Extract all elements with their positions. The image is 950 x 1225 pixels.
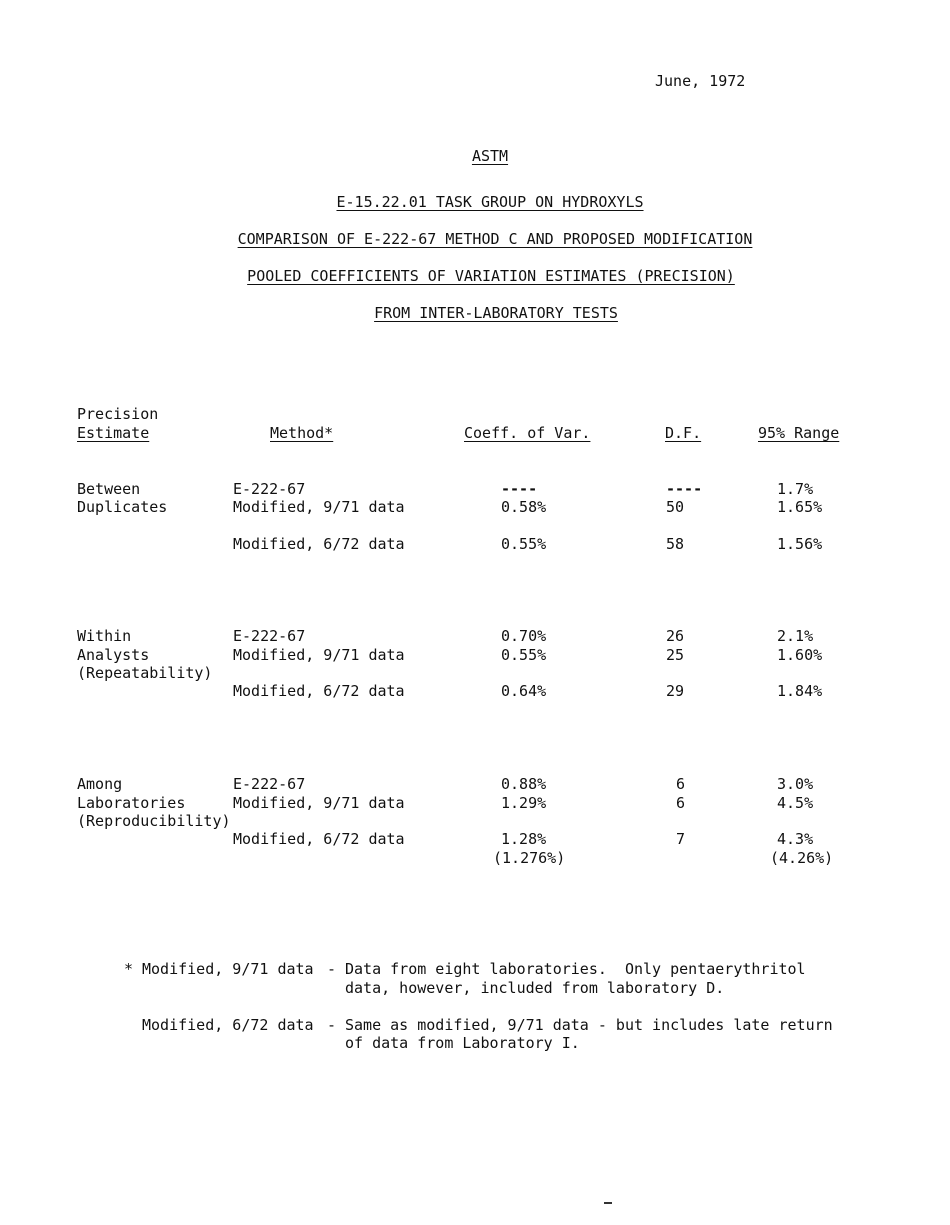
method-cell: E-222-67: [233, 775, 306, 793]
method-cell: Modified, 9/71 data: [233, 498, 405, 516]
df-cell: 29: [666, 682, 685, 700]
df-cell: 6: [676, 775, 686, 793]
group-label-line: Between: [77, 480, 141, 498]
range-cell: 1.84%: [777, 682, 823, 700]
footnote-marker: *: [124, 960, 134, 978]
range-cell: 2.1%: [777, 627, 814, 645]
method-cell: Modified, 6/72 data: [233, 682, 405, 700]
footnote-text: of data from Laboratory I.: [345, 1034, 580, 1052]
footnote-dash: -: [327, 960, 337, 978]
header-coeff: Coeff. of Var.: [464, 424, 591, 442]
scan-mark: [604, 1202, 612, 1204]
method-cell: Modified, 6/72 data: [233, 535, 405, 553]
group-label-line: Laboratories: [77, 794, 186, 812]
document-date: June, 1972: [655, 72, 746, 90]
header-estimate: Estimate: [77, 424, 150, 442]
method-cell: Modified, 6/72 data: [233, 830, 405, 848]
range-cell: 4.3%: [777, 830, 814, 848]
method-cell: E-222-67: [233, 627, 306, 645]
method-cell: Modified, 9/71 data: [233, 794, 405, 812]
df-cell: 50: [666, 498, 685, 516]
header-method: Method*: [270, 424, 334, 442]
title-line-4: FROM INTER-LABORATORY TESTS: [374, 304, 618, 322]
range-cell: 4.5%: [777, 794, 814, 812]
coeff-cell: 0.58%: [501, 498, 547, 516]
footnote-term: Modified, 6/72 data: [142, 1016, 314, 1034]
df-cell: 6: [676, 794, 686, 812]
df-cell: ----: [666, 480, 703, 498]
group-label-line: Among: [77, 775, 123, 793]
coeff-cell: 0.55%: [501, 646, 547, 664]
group-label-line: Analysts: [77, 646, 150, 664]
group-label-line: (Reproducibility): [77, 812, 231, 830]
footnote-dash: -: [327, 1016, 337, 1034]
group-label-line: (Repeatability): [77, 664, 213, 682]
coeff-cell: 0.88%: [501, 775, 547, 793]
range-cell-paren: (4.26%): [770, 849, 834, 867]
range-cell: 1.65%: [777, 498, 823, 516]
title-line-1: E-15.22.01 TASK GROUP ON HYDROXYLS: [336, 193, 644, 211]
footnote-term: Modified, 9/71 data: [142, 960, 314, 978]
range-cell: 3.0%: [777, 775, 814, 793]
range-cell: 1.60%: [777, 646, 823, 664]
footnote-text: Same as modified, 9/71 data - but includes late return: [345, 1016, 833, 1034]
organization-title: ASTM: [471, 147, 509, 165]
group-label-line: Within: [77, 627, 132, 645]
df-cell: 25: [666, 646, 685, 664]
title-line-3: POOLED COEFFICIENTS OF VARIATION ESTIMATES (PRECISION): [247, 267, 735, 285]
coeff-cell: 1.28%: [501, 830, 547, 848]
df-cell: 58: [666, 535, 685, 553]
df-cell: 26: [666, 627, 685, 645]
range-cell: 1.56%: [777, 535, 823, 553]
header-precision: Precision: [77, 405, 159, 423]
range-cell: 1.7%: [777, 480, 814, 498]
header-df: D.F.: [665, 424, 702, 442]
df-cell: 7: [676, 830, 686, 848]
header-range: 95% Range: [758, 424, 840, 442]
title-line-2: COMPARISON OF E-222-67 METHOD C AND PROPOSED MODIFICATION: [237, 230, 753, 248]
coeff-cell: 0.55%: [501, 535, 547, 553]
coeff-cell-paren: (1.276%): [493, 849, 566, 867]
coeff-cell: 0.64%: [501, 682, 547, 700]
coeff-cell: 0.70%: [501, 627, 547, 645]
group-label-line: Duplicates: [77, 498, 168, 516]
method-cell: Modified, 9/71 data: [233, 646, 405, 664]
footnote-text: data, however, included from laboratory D.: [345, 979, 725, 997]
coeff-cell: 1.29%: [501, 794, 547, 812]
method-cell: E-222-67: [233, 480, 306, 498]
footnote-text: Data from eight laboratories. Only pentaerythritol: [345, 960, 806, 978]
coeff-cell: ----: [501, 480, 538, 498]
